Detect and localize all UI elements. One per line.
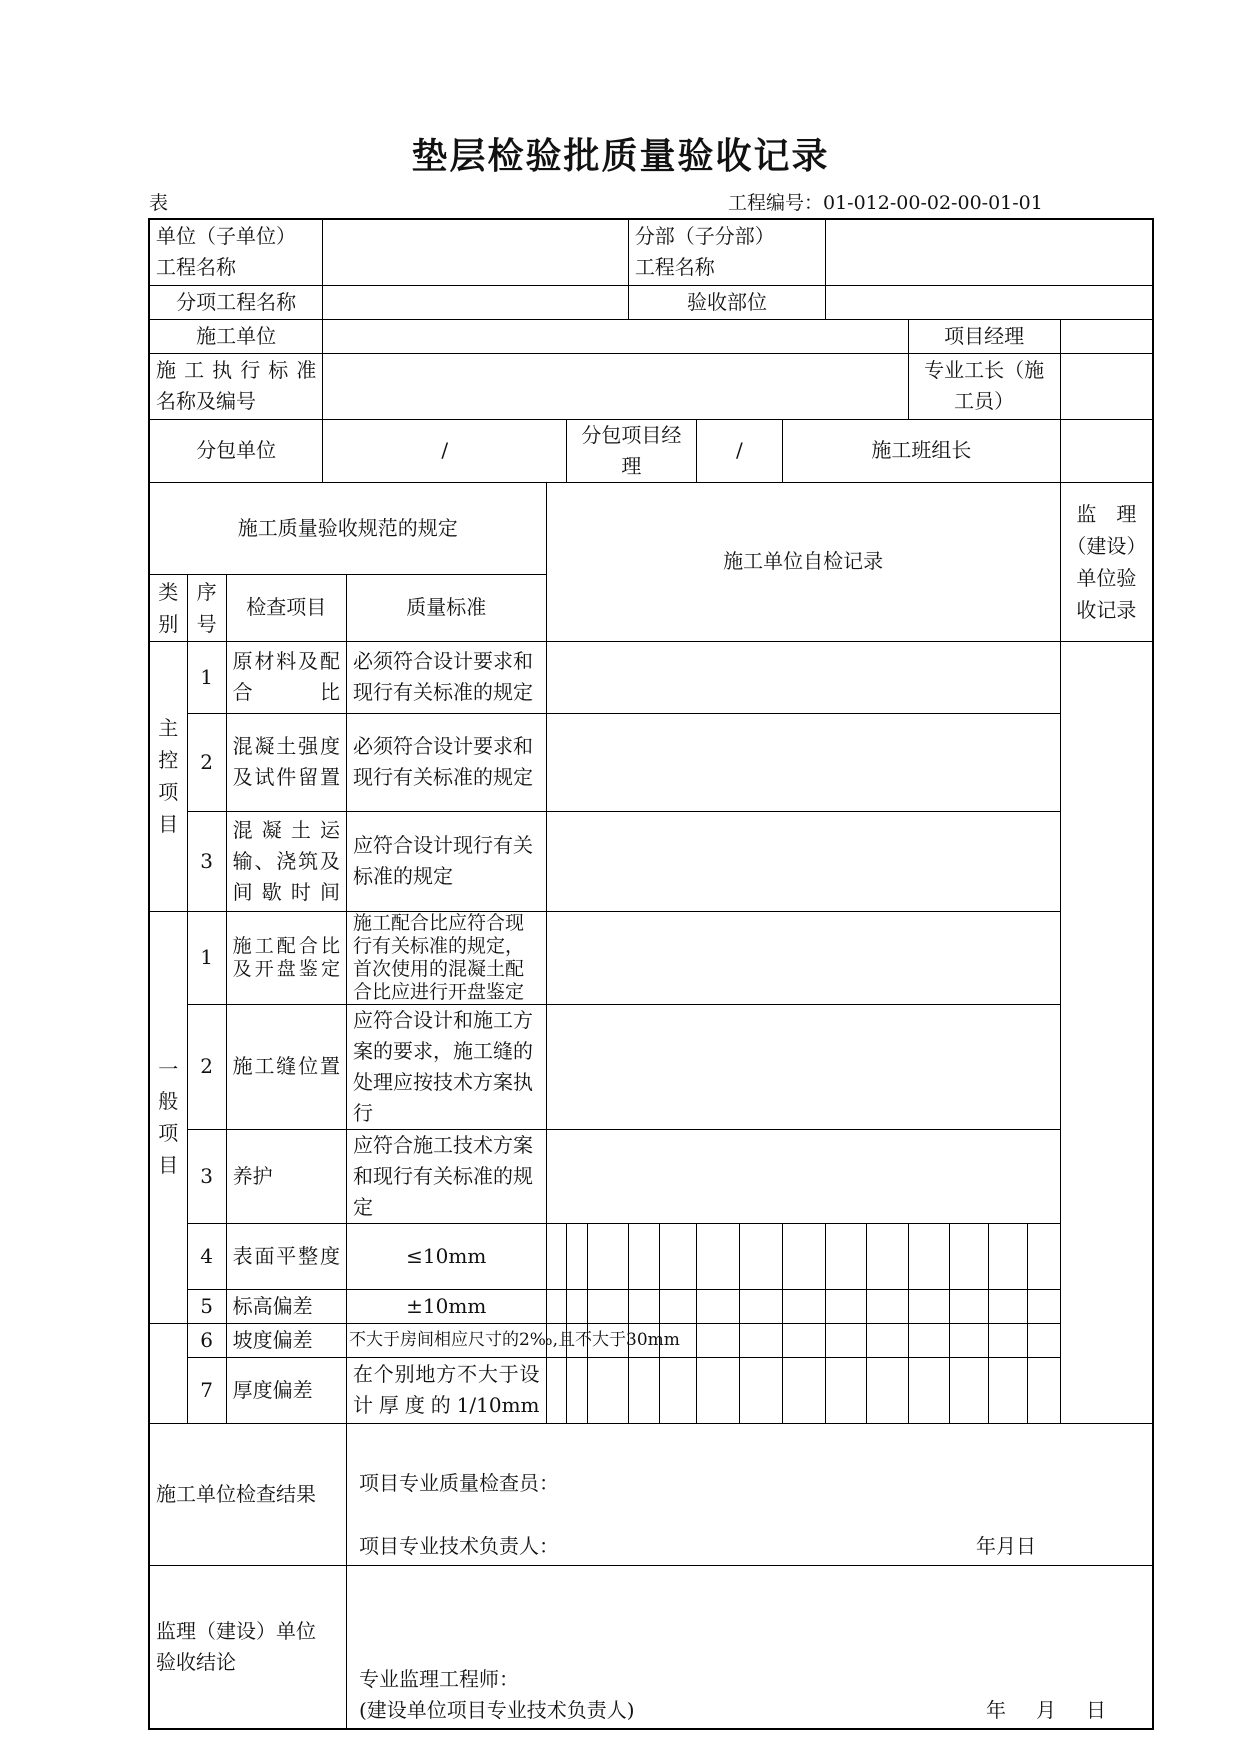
check-item: 表面平整度 — [226, 1223, 346, 1289]
measure-cell[interactable] — [908, 1357, 949, 1423]
division-label: 分部（子分部） 工程名称 — [628, 219, 825, 285]
quality-std-heading: 质量标准 — [346, 574, 546, 641]
quality-standard: 在个别地方不大于设计厚度的1/10mm — [346, 1357, 546, 1423]
supervisor-heading: 监 理 （建设） 单位验 收记录 — [1060, 482, 1153, 641]
check-item: 混凝土强度及试件留置 — [226, 713, 346, 811]
measure-cell[interactable] — [696, 1223, 739, 1289]
foreman-field[interactable] — [1060, 353, 1153, 419]
item-no: 1 — [187, 911, 226, 1004]
unit-name-label: 单位（子单位） 工程名称 — [149, 219, 323, 285]
check-item: 混凝土运输、浇筑及间歇时间 — [226, 811, 346, 911]
division-field[interactable] — [826, 219, 1153, 285]
quality-standard: 必须符合设计要求和现行有关标准的规定 — [346, 713, 546, 811]
measure-cell[interactable] — [567, 1289, 588, 1323]
pm-label: 项目经理 — [908, 319, 1060, 353]
check-item: 厚度偏差 — [226, 1357, 346, 1423]
item-no: 4 — [187, 1223, 226, 1289]
measure-cell[interactable] — [696, 1357, 739, 1423]
measure-cell[interactable] — [587, 1289, 628, 1323]
measure-cell[interactable] — [739, 1223, 782, 1289]
inspector-label: 项目专业质量检查员： — [358, 1470, 559, 1495]
quality-standard: 应符合设计和施工方案的要求，施工缝的处理应按技术方案执行 — [346, 1004, 546, 1129]
team-leader-label: 施工班组长 — [783, 419, 1061, 482]
measure-cell[interactable] — [628, 1223, 659, 1289]
measure-cell[interactable] — [949, 1357, 988, 1423]
item-no: 3 — [187, 811, 226, 911]
contractor-label: 施工单位 — [149, 319, 323, 353]
engineer-label: 专业监理工程师： — [358, 1667, 519, 1691]
self-check-cell[interactable] — [546, 811, 1060, 911]
measure-cell[interactable] — [659, 1223, 696, 1289]
measure-cell[interactable] — [826, 1289, 867, 1323]
main-control-category: 主 控 项 目 — [149, 641, 187, 911]
result-cell[interactable] — [346, 1423, 1153, 1565]
check-item: 原材料及配合比 — [226, 641, 346, 713]
measure-cell[interactable] — [867, 1289, 908, 1323]
measure-cell[interactable] — [988, 1357, 1027, 1423]
measure-cell[interactable] — [783, 1223, 826, 1289]
subcontractor-field[interactable]: / — [323, 419, 567, 482]
measure-cell[interactable] — [628, 1357, 659, 1423]
measure-cell[interactable] — [1027, 1323, 1060, 1357]
result-date: 年月日 — [976, 1533, 1036, 1558]
measure-cell[interactable] — [826, 1357, 867, 1423]
item-no: 2 — [187, 713, 226, 811]
measure-cell[interactable] — [628, 1289, 659, 1323]
measure-cell[interactable] — [988, 1323, 1027, 1357]
category-heading: 类 别 — [149, 574, 187, 641]
measure-cell[interactable] — [949, 1289, 988, 1323]
item-no: 3 — [187, 1129, 226, 1223]
measure-cell[interactable] — [1027, 1223, 1060, 1289]
self-check-cell[interactable] — [546, 911, 1060, 1004]
measure-cell[interactable] — [567, 1223, 588, 1289]
check-item: 养护 — [226, 1129, 346, 1223]
quality-standard: ±10mm — [346, 1289, 546, 1323]
check-item-heading: 检查项目 — [226, 574, 346, 641]
item-no: 5 — [187, 1289, 226, 1323]
conclusion-label: 监理（建设）单位 验收结论 — [149, 1565, 346, 1729]
measure-cell[interactable] — [659, 1289, 696, 1323]
measure-cell[interactable] — [546, 1357, 567, 1423]
quality-standard: ≤10mm — [346, 1223, 546, 1289]
sub-pm-field[interactable]: / — [696, 419, 782, 482]
measure-cell[interactable] — [1027, 1289, 1060, 1323]
accept-part-field[interactable] — [826, 285, 1153, 319]
measure-cell[interactable] — [867, 1357, 908, 1423]
check-item: 施工配合比及开盘鉴定 — [226, 911, 346, 1004]
measure-cell[interactable] — [988, 1289, 1027, 1323]
measure-cell[interactable] — [546, 1223, 567, 1289]
result-label: 施工单位检查结果 — [149, 1423, 346, 1565]
item-no: 2 — [187, 1004, 226, 1129]
measure-cell[interactable] — [783, 1289, 826, 1323]
item-no: 1 — [187, 641, 226, 713]
conclusion-date: 年 月 日 — [986, 1698, 1106, 1722]
inspection-form — [148, 218, 1154, 1730]
standard-label: 施工执行标准 名称及编号 — [149, 353, 323, 419]
quality-standard: 施工配合比应符合现行有关标准的规定，首次使用的混凝土配合比应进行开盘鉴定 — [346, 911, 546, 1004]
measure-cell[interactable] — [783, 1323, 826, 1357]
tech-lead-label: 项目专业技术负责人： — [358, 1533, 559, 1558]
check-item: 坡度偏差 — [226, 1323, 346, 1357]
measure-cell[interactable] — [739, 1323, 782, 1357]
check-item: 施工缝位置 — [226, 1004, 346, 1129]
quality-standard: 应符合设计现行有关标准的规定 — [346, 811, 546, 911]
subcontractor-label: 分包单位 — [149, 419, 323, 482]
measure-cell[interactable] — [949, 1323, 988, 1357]
table-label: 表 — [149, 192, 169, 214]
self-check-cell[interactable] — [546, 1004, 1060, 1129]
measure-cell[interactable] — [739, 1357, 782, 1423]
self-check-cell[interactable] — [546, 641, 1060, 713]
measure-cell[interactable] — [949, 1223, 988, 1289]
self-check-heading: 施工单位自检记录 — [546, 482, 1060, 641]
measure-cell[interactable] — [546, 1289, 567, 1323]
supervisor-record-cell[interactable] — [1060, 641, 1153, 1423]
project-number: 工程编号：01-012-00-02-00-01-01 — [728, 192, 1043, 214]
measure-cell[interactable] — [908, 1289, 949, 1323]
measure-cell[interactable] — [696, 1323, 739, 1357]
measure-cell[interactable] — [826, 1223, 867, 1289]
measure-cell[interactable] — [826, 1323, 867, 1357]
measure-cell[interactable] — [867, 1223, 908, 1289]
standard-field[interactable] — [323, 353, 908, 419]
self-check-cell[interactable] — [546, 713, 1060, 811]
quality-standard: 应符合施工技术方案和现行有关标准的规定 — [346, 1129, 546, 1223]
owner-label: (建设单位项目专业技术负责人) — [358, 1698, 635, 1722]
sub-pm-label: 分包项目经理 — [567, 419, 697, 482]
measure-cell[interactable] — [1027, 1357, 1060, 1423]
pm-field[interactable] — [1060, 319, 1153, 353]
sub-item-label: 分项工程名称 — [149, 285, 323, 319]
measure-cell[interactable] — [988, 1223, 1027, 1289]
item-no: 7 — [187, 1357, 226, 1423]
contractor-field[interactable] — [323, 319, 908, 353]
conclusion-cell[interactable] — [346, 1565, 1153, 1729]
quality-standard: 必须符合设计要求和现行有关标准的规定 — [346, 641, 546, 713]
general-category-ext — [149, 1323, 187, 1423]
measure-cell[interactable] — [659, 1357, 696, 1423]
check-item: 标高偏差 — [226, 1289, 346, 1323]
item-no: 6 — [187, 1323, 226, 1357]
general-category: 一 般 项 目 — [149, 911, 187, 1323]
unit-name-field[interactable] — [323, 219, 628, 285]
accept-part-label: 验收部位 — [628, 285, 825, 319]
self-check-cell[interactable] — [546, 1129, 1060, 1223]
page-title: 垫层检验批质量验收记录 — [411, 136, 830, 177]
quality-standard: 不大于房间相应尺寸的2‰,且不大于30mm — [346, 1323, 546, 1357]
measure-cell[interactable] — [567, 1357, 588, 1423]
measure-cell[interactable] — [587, 1223, 628, 1289]
measure-cell[interactable] — [696, 1289, 739, 1323]
seq-heading: 序 号 — [187, 574, 226, 641]
measure-cell[interactable] — [908, 1323, 949, 1357]
measure-cell[interactable] — [783, 1357, 826, 1423]
measure-cell[interactable] — [587, 1357, 628, 1423]
measure-cell[interactable] — [908, 1223, 949, 1289]
sub-item-field[interactable] — [323, 285, 628, 319]
spec-heading: 施工质量验收规范的规定 — [149, 482, 546, 574]
team-leader-field[interactable] — [1060, 419, 1153, 482]
measure-cell[interactable] — [739, 1289, 782, 1323]
measure-cell[interactable] — [867, 1323, 908, 1357]
foreman-label: 专业工长（施工员） — [908, 353, 1060, 419]
